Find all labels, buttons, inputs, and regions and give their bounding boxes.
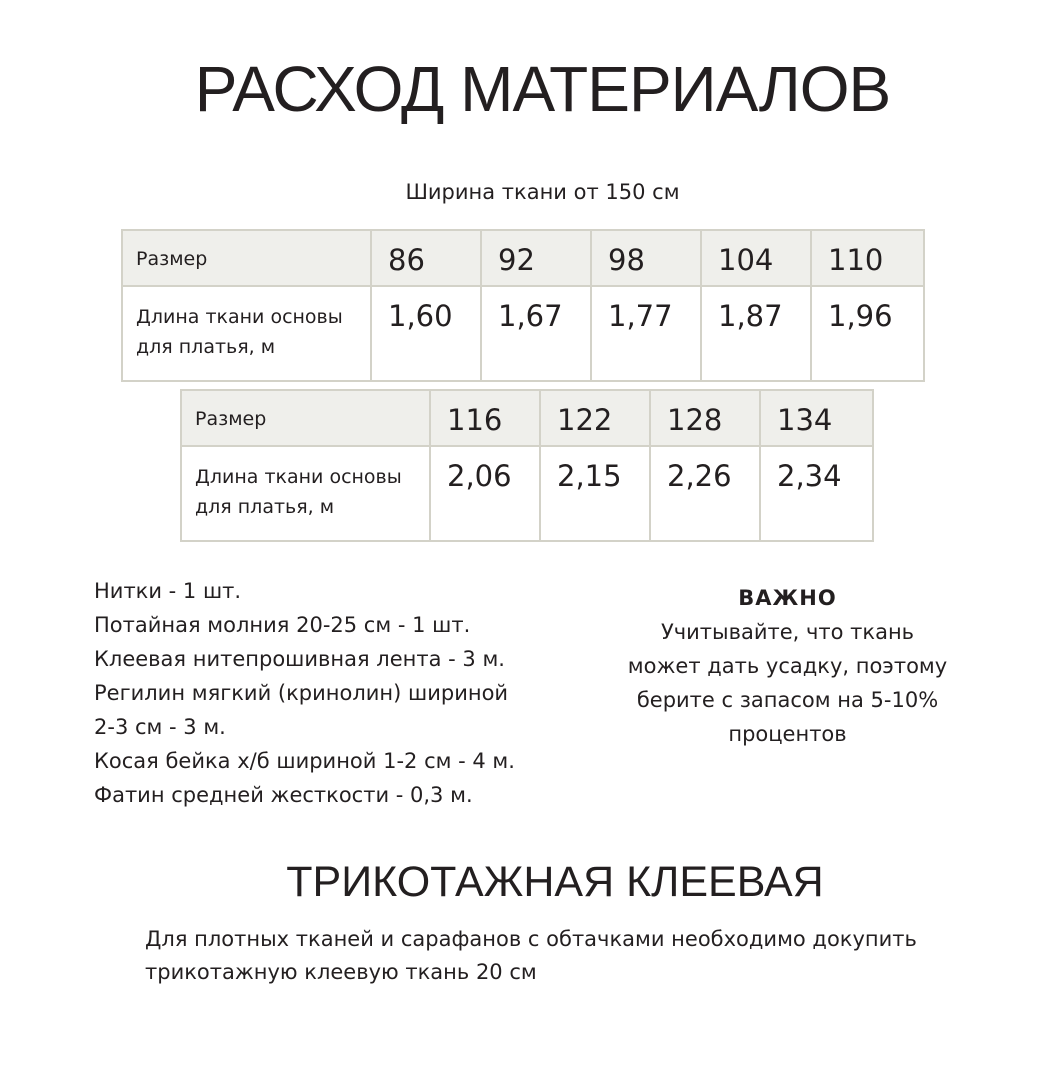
important-line: Учитывайте, что ткань xyxy=(660,620,915,644)
material-item: Клеевая нитепрошивная лента - 3 м. xyxy=(94,647,505,671)
size-table-1 xyxy=(121,229,925,382)
size-header-label: Размер xyxy=(181,390,430,446)
section-text xyxy=(145,923,965,989)
length-label-line: для платья, м xyxy=(136,336,276,358)
material-item: Косая бейка х/б шириной 1-2 см - 4 м. xyxy=(94,749,515,773)
size-cell: 116 xyxy=(430,390,540,446)
length-cell: 1,96 xyxy=(811,286,924,381)
page-title: РАСХОД МАТЕРИАЛОВ xyxy=(194,53,891,125)
size-cell: 86 xyxy=(371,230,481,286)
size-cell: 92 xyxy=(481,230,591,286)
length-cell: 2,15 xyxy=(540,446,650,541)
size-cell: 110 xyxy=(811,230,924,286)
size-row xyxy=(181,390,873,446)
material-item: Регилин мягкий (кринолин) шириной xyxy=(94,681,509,705)
important-title: ВАЖНО xyxy=(738,586,837,610)
material-item: Фатин средней жесткости - 0,3 м. xyxy=(94,783,473,807)
length-cell: 1,87 xyxy=(701,286,811,381)
length-cell: 1,60 xyxy=(371,286,481,381)
size-header-label: Размер xyxy=(122,230,371,286)
length-cell: 2,06 xyxy=(430,446,540,541)
length-row-label xyxy=(181,446,430,541)
size-cell: 122 xyxy=(540,390,650,446)
material-item: Нитки - 1 шт. xyxy=(94,579,242,603)
length-cell: 2,26 xyxy=(650,446,760,541)
material-item: 2-3 см - 3 м. xyxy=(94,715,226,739)
length-label-line: Длина ткани основы xyxy=(195,466,402,488)
length-row xyxy=(181,446,873,541)
materials-list xyxy=(94,574,554,812)
section-text-line: трикотажную клеевую ткань 20 см xyxy=(145,960,537,984)
length-row xyxy=(122,286,924,381)
fabric-width-note: Ширина ткани от 150 см xyxy=(405,180,680,204)
important-note xyxy=(615,581,960,751)
size-cell: 104 xyxy=(701,230,811,286)
length-row-label xyxy=(122,286,371,381)
length-cell: 1,67 xyxy=(481,286,591,381)
important-line: процентов xyxy=(728,722,847,746)
size-cell: 128 xyxy=(650,390,760,446)
section-title: ТРИКОТАЖНАЯ КЛЕЕВАЯ xyxy=(286,858,824,906)
size-table-2 xyxy=(180,389,874,542)
size-cell: 98 xyxy=(591,230,701,286)
size-cell: 134 xyxy=(760,390,873,446)
length-cell: 2,34 xyxy=(760,446,873,541)
length-label-line: Длина ткани основы xyxy=(136,306,343,328)
size-row xyxy=(122,230,924,286)
length-label-line: для платья, м xyxy=(195,496,335,518)
material-item: Потайная молния 20-25 см - 1 шт. xyxy=(94,613,471,637)
length-cell: 1,77 xyxy=(591,286,701,381)
important-line: берите с запасом на 5-10% xyxy=(636,688,939,712)
section-text-line: Для плотных тканей и сарафанов с обтачками необходимо докупить xyxy=(145,927,917,951)
important-line: может дать усадку, поэтому xyxy=(627,654,948,678)
